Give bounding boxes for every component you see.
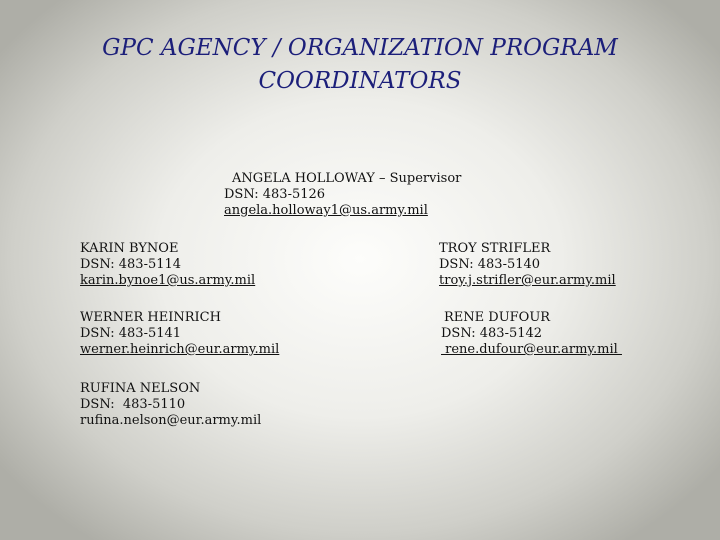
- contact-email-link[interactable]: werner.heinrich@eur.army.mil: [80, 342, 280, 357]
- contact-card-strifler: [439, 241, 616, 289]
- contact-email-link[interactable]: karin.bynoe1@us.army.mil: [80, 273, 256, 288]
- contact-dsn: DSN: 483-5141: [80, 326, 182, 341]
- contact-name: TROY STRIFLER: [439, 241, 551, 256]
- contact-email-link[interactable]: angela.holloway1@us.army.mil: [224, 203, 428, 218]
- contact-card-dufour: [441, 310, 622, 358]
- title-line-2: COORDINATORS: [258, 68, 462, 94]
- contact-email-link[interactable]: troy.j.strifler@eur.army.mil: [439, 273, 616, 288]
- contact-dsn: DSN: 483-5114: [80, 257, 182, 272]
- contact-name: KARIN BYNOE: [80, 241, 179, 256]
- contact-card-heinrich: [80, 310, 279, 358]
- contact-dsn: DSN: 483-5140: [439, 257, 541, 272]
- contact-dsn: DSN: 483-5126: [224, 187, 326, 202]
- supervisor-contact: [224, 171, 461, 219]
- contact-email-link[interactable]: rene.dufour@eur.army.mil: [441, 342, 622, 357]
- page-title: [40, 32, 680, 98]
- contact-name: WERNER HEINRICH: [80, 310, 221, 325]
- contact-dsn: DSN: 483-5110: [80, 397, 186, 412]
- contact-name: RENE DUFOUR: [444, 310, 551, 325]
- contact-name: ANGELA HOLLOWAY – Supervisor: [232, 171, 462, 186]
- contact-email-text: rufina.nelson@eur.army.mil: [80, 413, 262, 428]
- contact-card-nelson: [80, 381, 261, 429]
- contact-name: RUFINA NELSON: [80, 381, 201, 396]
- contact-card-bynoe: [80, 241, 255, 289]
- contact-dsn: DSN: 483-5142: [441, 326, 543, 341]
- title-line-1: GPC AGENCY / ORGANIZATION PROGRAM: [102, 35, 618, 61]
